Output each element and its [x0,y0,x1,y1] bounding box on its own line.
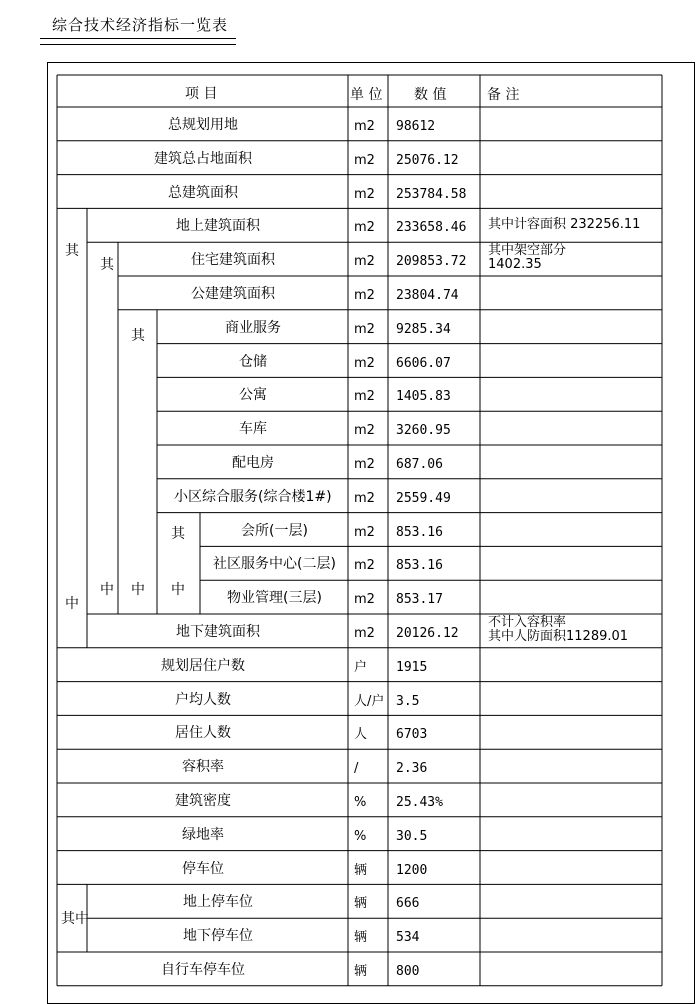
row-label: 地下停车位 [183,928,253,945]
row-label: 商业服务 [225,319,281,336]
row-unit: % [354,794,367,810]
row-label: 社区服务中心(二层) [213,556,336,573]
group-label-bottom: 中 [171,582,185,598]
row-label: 仓储 [239,353,267,370]
row-label: 地上停车位 [183,894,253,911]
row-label: 住宅建筑面积 [191,252,275,269]
row-label: 户均人数 [175,691,231,708]
row-note: 不计入容积率 [488,615,567,630]
group-label-top: 其 [100,257,114,273]
row-unit: m2 [354,287,375,303]
row-value: 853.16 [396,524,443,540]
row-unit: m2 [354,118,375,134]
row-unit: m2 [354,186,375,202]
row-label: 自行车停车位 [161,961,245,978]
row-value: 6703 [396,727,428,743]
row-unit: m2 [354,254,375,270]
row-label: 绿地率 [182,826,224,843]
row-label: 建筑密度 [175,792,231,809]
row-label: 公建建筑面积 [191,285,275,302]
row-value: 233658.46 [396,220,467,236]
row-label: 容积率 [182,759,224,776]
row-value: 2559.49 [396,490,451,506]
row-value: 853.16 [396,558,443,574]
row-label: 停车位 [182,860,224,877]
row-label: 总规划用地 [168,116,238,133]
page-title: 综合技术经济指标一览表 [52,16,229,34]
row-unit: m2 [354,152,375,168]
row-value: 1915 [396,659,428,675]
row-unit: 辆 [354,896,368,912]
row-unit: m2 [354,558,375,574]
row-unit: m2 [354,355,375,371]
row-label: 会所(一层) [241,522,308,539]
header-unit: 单 位 [350,87,383,103]
header-note: 备 注 [487,87,520,103]
row-value: 25.43% [396,794,443,810]
row-unit: / [354,761,359,777]
row-label: 地下建筑面积 [176,623,260,640]
row-value: 1200 [396,862,428,878]
row-label: 地上建筑面积 [176,218,260,235]
row-value: 20126.12 [396,625,459,641]
row-label: 居住人数 [175,725,231,742]
row-unit: 辆 [354,963,368,979]
row-unit: m2 [354,321,375,337]
row-value: 6606.07 [396,355,451,371]
row-value: 253784.58 [396,186,467,202]
row-unit: m2 [354,220,375,236]
row-label: 配电房 [232,454,274,471]
row-value: 687.06 [396,456,443,472]
row-label: 建筑总占地面积 [154,150,252,167]
row-unit: % [354,828,367,844]
row-value: 3260.95 [396,423,451,439]
row-value: 853.17 [396,592,443,608]
row-value: 98612 [396,118,436,134]
row-unit: m2 [354,389,375,405]
row-value: 25076.12 [396,152,459,168]
row-note-secondary: 其中人防面积11289.01 [488,629,629,644]
header-value: 数 值 [414,87,447,103]
row-value: 23804.74 [396,287,459,303]
row-unit: 户 [354,659,368,675]
row-label: 规划居住户数 [161,657,245,674]
row-value: 2.36 [396,761,428,777]
group-label-top: 其 [171,526,185,542]
row-unit: 人 [354,727,368,743]
row-label: 公寓 [239,387,267,404]
group-label-parking: 其中 [61,911,89,927]
row-value: 1405.83 [396,389,451,405]
row-unit: m2 [354,456,375,472]
row-label: 物业管理(三层) [227,590,322,607]
row-unit: m2 [354,524,375,540]
row-value: 666 [396,896,420,912]
row-label: 车库 [239,421,267,438]
group-label-bottom: 中 [65,596,79,612]
row-value: 9285.34 [396,321,451,337]
row-label: 总建筑面积 [168,184,238,201]
header-item: 项 目 [185,86,218,102]
row-note: 其中计容面积 232256.11 [488,217,641,233]
row-unit: m2 [354,592,375,608]
row-value: 30.5 [396,828,428,844]
row-unit: m2 [354,490,375,506]
group-label-bottom: 中 [131,582,145,598]
row-note-secondary: 1402.35 [488,257,542,273]
row-note: 其中架空部分 [488,243,567,259]
row-unit: 人/户 [354,693,385,709]
row-unit: 辆 [354,862,368,878]
row-value: 800 [396,963,420,979]
row-unit: 辆 [354,930,368,946]
row-value: 534 [396,930,420,946]
row-unit: m2 [354,625,375,641]
group-label-top: 其 [131,328,145,344]
row-unit: m2 [354,423,375,439]
row-label: 小区综合服务(综合楼1#) [174,488,332,505]
row-value: 209853.72 [396,254,467,270]
group-label-bottom: 中 [100,582,114,598]
group-label-top: 其 [65,243,79,259]
row-value: 3.5 [396,693,420,709]
